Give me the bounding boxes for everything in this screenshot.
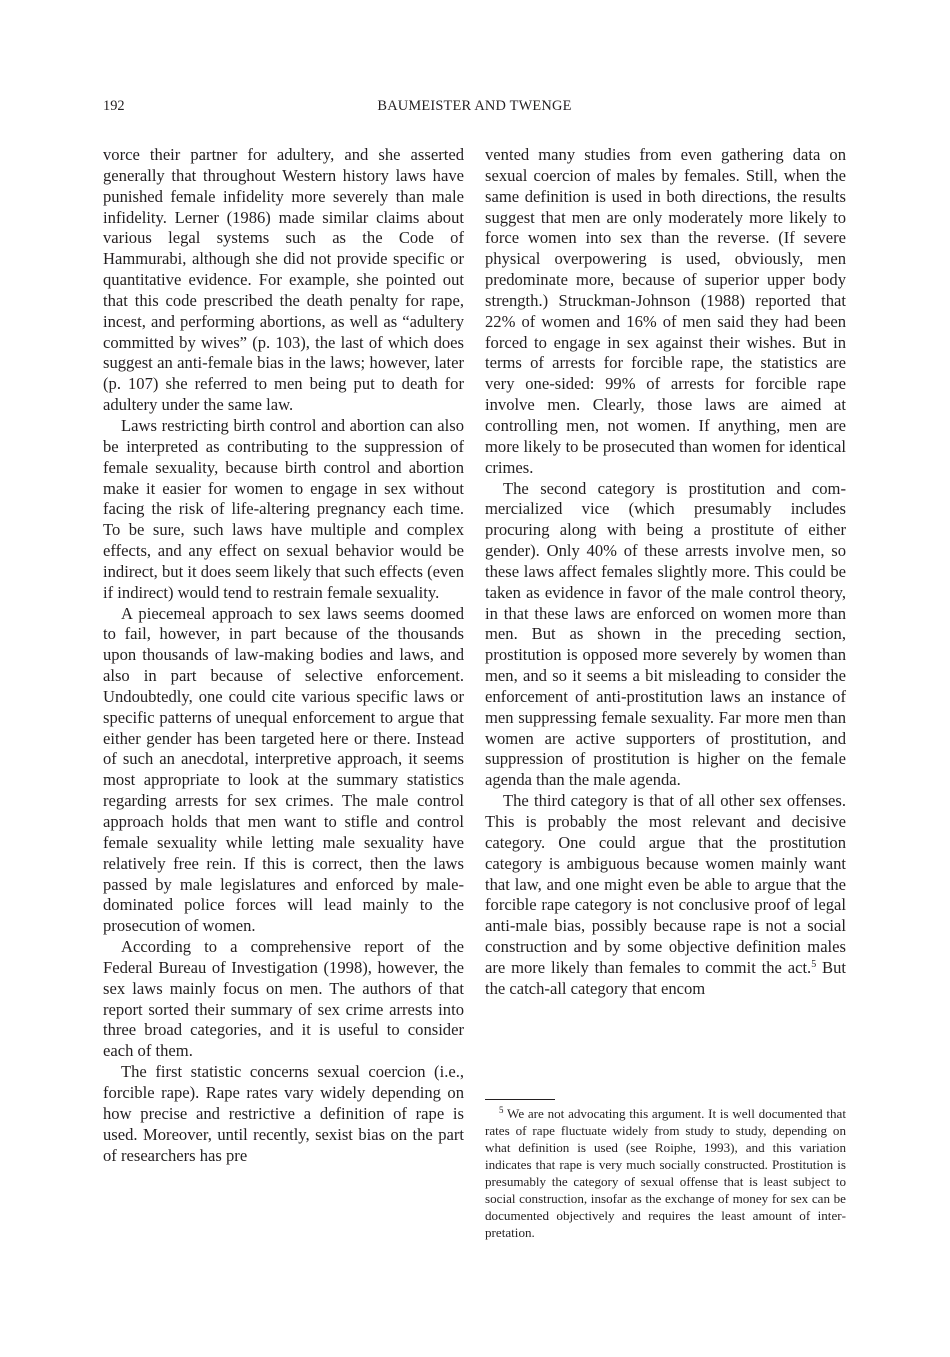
footnote xyxy=(485,1105,846,1241)
paragraph-text: The third category is that of all other sex offenses. This is probably the most relevant and decisive category. One could argue that the prostitution category is ambiguous because women mainly want that law, and one might even be able to argue that the forcible rape category is not conclusive proof of legal anti-male bias, possibly because rape is not a social construction and by some objective definition males are more likely than females to commit the act. xyxy=(485,791,846,977)
footnote-text: We are not advocating this argument. It is well documented that rates of rape fluctuate widely from study to study, depending on what definition is used (see Roiphe, 1993), and this variation indicates that rape is very much socially constructed. Prostitution is presumably the category of sexual offense that is least subject to social construction, insofar as the exchange of money for sex can be documented objectively and requires the least amount of interpretation. xyxy=(485,1106,846,1240)
running-head-authors: BAUMEISTER AND TWENGE xyxy=(377,98,572,114)
footnote-number: 5 xyxy=(499,1105,504,1115)
paragraph: The first statistic concerns sexual coercion (i.e., forcible rape). Rape rates vary widely depending on how precise and restrictive a definition of rape is used. Moreover, until recently, sexist bias on the part of researchers has pre xyxy=(103,1062,464,1165)
running-header xyxy=(103,98,846,120)
paragraph xyxy=(485,791,846,999)
paragraph-text-tail: But the catch-all category that encom xyxy=(485,957,847,998)
footnote-divider xyxy=(485,1099,555,1100)
page-number: 192 xyxy=(103,98,125,114)
left-column xyxy=(103,145,464,1166)
paragraph: vorce their partner for adultery, and she asserted generally that throughout Western history laws have punished female infidelity more severely than male infidelity. Lerner (1986) made similar claims about various legal systems such as the Code of Hammurabi, although she did not provide specific or quantitative evidence. For example, she pointed out that this code prescribed the death penalty for rape, incest, and performing abortions, as well as “adultery committed by wives” (p. 103), the last of which does suggest an anti-female bias in the laws; however, later (p. 107) she referred to men being put to death for adultery under the same law. xyxy=(103,145,464,415)
right-column xyxy=(485,145,846,1000)
paragraph: Laws restricting birth control and abortion can also be interpreted as contributing to the suppression of female sexuality, because birth control and abortion make it easier for women to engage in sex without facing the risk of life-altering pregnancy each time. To be sure, such laws have multiple and complex effects, and any effect on sexual behavior would be indirect, but it does seem likely that such effects (even if indirect) would tend to restrain female sexuality. xyxy=(103,415,464,602)
paragraph: vented many studies from even gathering data on sexual coercion of males by females. Still, when the same definition is used in both directions, the results suggest that men are only moderately more likely to force women into sex than the reverse. (If severe physical overpowering is used, obviously, men predominate more, because of superior upper body strength.) Struckman-Johnson (1988) reported that 22% of women and 16% of men said they had been forced to engage in sex against their wishes. But in terms of arrests for forcible rape, the statistics are very one-sided: 99% of arrests for forcible rape involve men. Clearly, those laws are aimed at controlling men, not women. If anything, men are more likely to be prosecuted than women for identical crimes. xyxy=(485,145,846,477)
paragraph: The second category is prostitution and commercialized vice (which presumably includes procuring along with being a prostitute of either gender). Only 40% of these arrests involve men, so these laws affect females slightly more. This could be taken as evidence in favor of the male control theory, in that these laws are enforced on women more than men. But as shown in the preceding section, prostitution is opposed more severely by women than men, and so it seems a bit misleading to consider the enforcement of anti-prostitution laws an instance of men suppressing female sexuality. Far more men than women are active supporters of prostitution, and suppression of prostitution is higher on the female agenda than the male agenda. xyxy=(485,478,846,790)
paragraph: A piecemeal approach to sex laws seems doomed to fail, however, in part because of the thousands upon thousands of law-making bodies and laws, and also in part because of selective enforcement. Undoubtedly, one could cite various specific laws or specific patterns of unequal enforcement to argue that either gender has been targeted here or there. Instead of such an anecdotal, interpretive approach, it seems most appropriate to look at the summary statistics regarding arrests for sex crimes. The male control approach holds that men want to stifle and control female sexuality while letting male sexuality have relatively free rein. If this is correct, then the laws passed by male legislatures and enforced by male-dominated police forces will lead mainly to the prosecution of women. xyxy=(103,603,464,936)
footnote-reference[interactable]: 5 xyxy=(811,958,817,970)
paragraph: According to a comprehensive report of the Federal Bureau of Investigation (1998), however, the sex laws mainly focus on men. The authors of that report sorted their summary of sex crime arrests into three broad categories, and it is useful to consider each of them. xyxy=(103,937,464,1061)
